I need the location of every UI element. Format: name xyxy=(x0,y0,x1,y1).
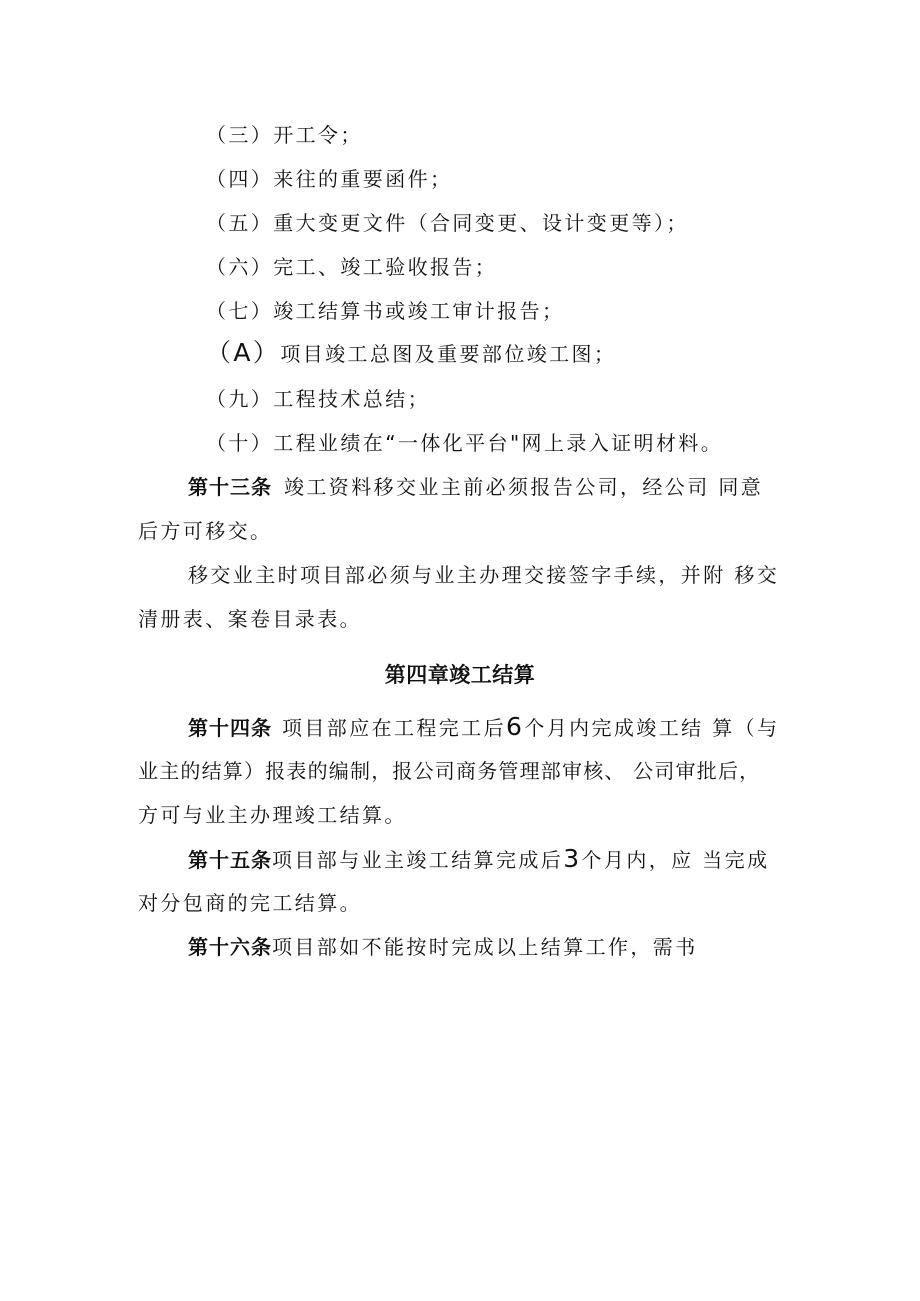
article-16-text-1: 项目部如不能按时完成以上结算工作，需书 xyxy=(272,935,698,959)
article-14-text-1a: 项目部应在工程完工后 xyxy=(282,716,506,740)
chapter-title: 第四章竣工结算 xyxy=(384,663,536,687)
article-13-text-1: 竣工资料移交业主前必须报告公司，经公司 同意 xyxy=(284,475,764,499)
list-item-3: （三）开工令； xyxy=(206,123,363,147)
list-item-8 xyxy=(206,340,866,367)
list-item-6: （六）完工、竣工验收报告； xyxy=(206,255,498,279)
article-15-text-1b: 个月内，应 当完成 xyxy=(581,848,770,872)
article-16-heading: 第十六条 xyxy=(188,935,272,959)
list-item-7: （七）竣工结算书或竣工审计报告； xyxy=(206,299,565,323)
article-15-line-1 xyxy=(188,846,848,873)
handover-line-1: 移交业主时项目部必须与业主办理交接签字手续，并附 移交 xyxy=(188,563,780,587)
article-15-months: 3 xyxy=(563,844,582,873)
article-13-line-1 xyxy=(188,474,848,500)
article-14-months: 6 xyxy=(506,712,525,741)
article-13-heading: 第十三条 xyxy=(188,475,272,499)
article-15-heading: 第十五条 xyxy=(188,848,272,872)
article-14-line-3: 方可与业主办理竣工结算。 xyxy=(138,803,407,827)
list-item-5: （五）重大变更文件（合同变更、设计变更等）； xyxy=(206,211,689,235)
list-item-8-close: ） xyxy=(252,338,281,367)
article-13-line-2: 后方可移交。 xyxy=(138,519,273,543)
handover-line-2: 清册表、案卷目录表。 xyxy=(138,607,362,631)
list-item-9: （九）工程技术总结； xyxy=(206,387,430,411)
article-14-text-1b: 个月内完成竣工结 算（与 xyxy=(524,716,780,740)
list-item-10: （十）工程业绩在“一体化平台"网上录入证明材料。 xyxy=(206,431,724,455)
article-15-text-1a: 项目部与业主竣工结算完成后 xyxy=(272,848,564,872)
article-14-line-1 xyxy=(188,714,848,741)
article-15-line-2: 对分包商的完工结算。 xyxy=(138,891,362,915)
article-14-line-2: 业主的结算）报表的编制，报公司商务管理部审核、 公司审批后， xyxy=(138,759,761,783)
list-item-4: （四）来往的重要函件； xyxy=(206,167,453,191)
list-item-8-label: A xyxy=(233,338,253,367)
list-item-8-text: 项目竣工总图及重要部位竣工图； xyxy=(280,342,617,366)
article-16-line-1 xyxy=(188,934,848,960)
list-item-8-open: （ xyxy=(206,338,234,367)
article-14-heading: 第十四条 xyxy=(188,716,272,740)
